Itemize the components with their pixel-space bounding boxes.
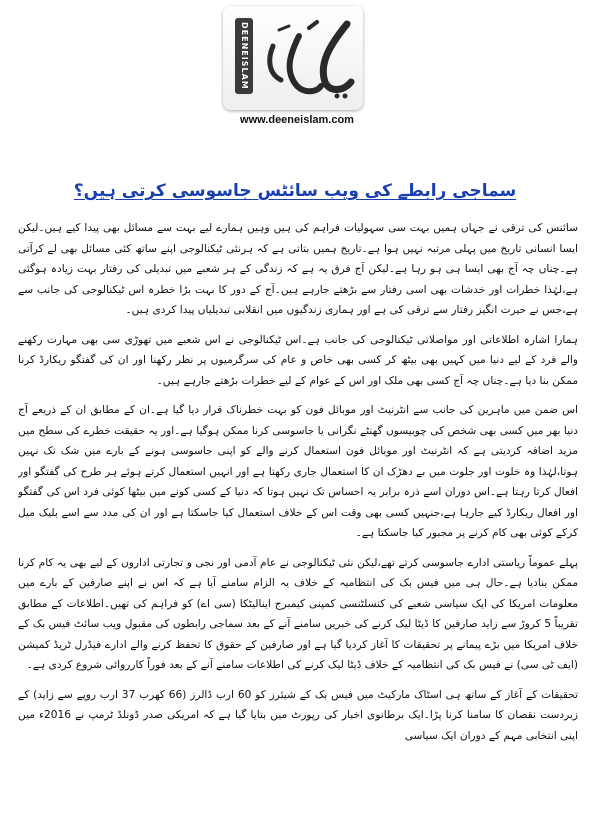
paragraph: سائنس کی ترقی نے جہاں ہمیں بہت سی سہولیات فراہم کی ہیں وہیں ہمارے لیے بہت سے مسائل بھی پیدا کیے ہیں۔لیکن ایسا انسانی تاریخ میں پہلی مرتبہ نہیں ہوا ہے۔تاریخ ہمیں بتاتی ہے کہ ہرنئی ٹیکنالوجی اپنے ساتھ کئی مسائل بھی لے کرآتی ہے۔چناں چہ آج بھی ایسا ہی ہو رہا ہے۔لیکن آج فرق یہ ہے کہ زندگی کے ہر شعبے میں تبدیلی کی رفتار بہت زیادہ ہوگئی ہے،لہٰذا خطرات اور خدشات بھی اسی رفتار سے بڑھتے جارہے ہیں۔آج کے دور کا بہت بڑا خطرہ اس ٹیکنالوجی کی جانب سے ہے،جس نے حیرت انگیز رفتار سے ترقی کی ہے اور ہماری زندگیوں میں انقلابی تبدیلیاں پیدا کردی ہیں۔: [18, 222, 578, 316]
site-logo[interactable]: [217, 6, 377, 132]
paragraph: ہمارا اشارہ اطلاعاتی اور مواصلاتی ٹیکنالوجی کی جانب ہے۔اس ٹیکنالوجی نے اس شعبے میں تھوڑی سی بھی مہارت رکھنے والے فرد کے لیے دنیا میں کہیں بھی بیٹھ کر کسی بھی خاص و عام کی سرگرمیوں پر نظر رکھنا اور ان کی گفتگو ریکارڈ کرنا ممکن بنا دیا ہے۔چناں چہ آج کسی بھی ملک اور اس کے عوام کے لیے خطرات بڑھتے جارہے ہیں۔: [18, 333, 578, 387]
paragraph: پہلے عموماً ریاستی ادارے جاسوسی کرتے تھے،لیکن نئی ٹیکنالوجی نے عام آدمی اور نجی و تجارتی اداروں کے لیے بھی یہ کام کرنا ممکن بنادیا ہے۔حال ہی میں فیس بک کی انتظامیہ کے خلاف یہ الزام سامنے آیا ہے کہ اس نے اپنے صارفین کے بارے میں معلومات امریکا کی ایک سیاسی شعبے کی کنسلٹنسی کمپنی کیمبرج اینالیٹکا (سی اے) کو فراہم کی تھیں۔اطلاعات کے مطابق تقریباً 5 کروڑ سے زاید صارفین کا ڈیٹا لیک کرنے کی خبریں سامنے آنے کے بعد سماجی رابطوں کی مقبول ویب سائٹ فیس بک کے خلاف امریکا میں بڑے پیمانے پر تحقیقات کا آغاز کردیا گیا ہے اور صارفین کے حقوق کا تحفظ کرنے والے ادارے فیڈرل ٹریڈ کمیشن (ایف ٹی سی) نے فیس بک کی انتظامیہ کے خلاف ڈیٹا لیک کرنے کی اطلاعات سامنے آنے کے بعد فوراً کارروائی شروع کردی ہے۔: [18, 556, 578, 671]
article-title: سماجی رابطے کی ویب سائٹس جاسوسی کرتی ہیں؟: [73, 181, 517, 201]
site-url[interactable]: www.deeneislam.com: [240, 114, 354, 126]
calligraphy-logo-icon: [259, 16, 363, 102]
logo-brand-text: DEENEISLAM: [235, 18, 253, 94]
paragraph: تحقیقات کے آغاز کے ساتھ ہی اسٹاک مارکیٹ میں فیس بک کے شیئرز کو 60 ارب ڈالرز (66 کھرب 37 ارب روپے سے زاید) کے زبردست نقصان کا سامنا کرنا پڑا۔ایک برطانوی اخبار کی رپورٹ میں بتایا گیا ہے کہ امریکی صدر ڈونلڈ ٹرمپ نے 2016ء میں اپنی انتخابی مہم کے دوران ایک سیاسی: [18, 688, 578, 742]
article-body: [18, 218, 578, 818]
paragraph: اس ضمن میں ماہرین کی جانب سے انٹرنیٹ اور موبائل فون کو بہت خطرناک قرار دیا گیا ہے۔ان کے مطابق ان کے ذریعے آج دنیا بھر میں کسی بھی شخص کی چوبیسوں گھنٹے نگرانی یا جاسوسی کرنا ممکن ہوگیا ہے۔اور یہ حقیقت خطرے کی سطح میں مزید اضافہ کردیتی ہے کہ انٹرنیٹ اور موبائل فون استعمال کرنے والے کو اپنی جاسوسی ہونے کے بارے میں شک تک نہیں ہوتا،لہٰذا وہ خلوت اور جلوت میں بے دھڑک ان کا استعمال جاری رکھتا ہے اور انہیں استعمال کرتے ہوئے ہر طرح کی گفتگو اور افعال کرتا رہتا ہے۔اس دوران اسے ذرہ برابر یہ احساس تک نہیں ہوتا کہ دنیا کے کسی کونے میں بیٹھا کوئی فرد اس کی گفتگو اور افعال ریکارڈ کیے جارہا ہے،جنہیں کسی بھی وقت اس کے خلاف استعمال کیا جاسکتا ہے اور ان کی مدد سے اسے بلیک میل کرکے کوئی بھی کام کرنے پر مجبور کیا جاسکتا ہے۔: [18, 404, 578, 539]
logo-badge: [223, 6, 363, 110]
